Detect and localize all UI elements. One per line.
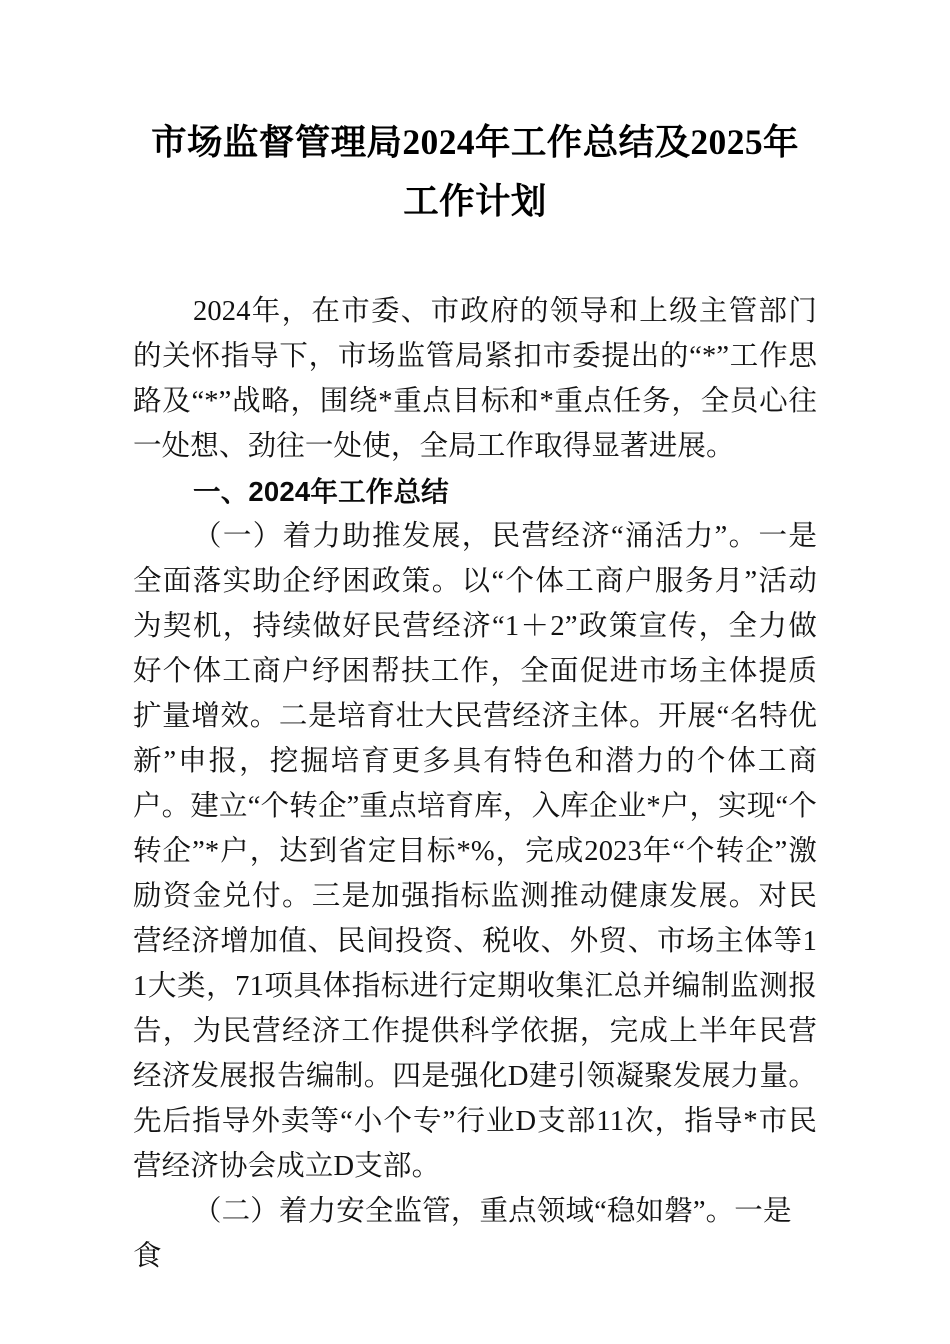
subsection-two-paragraph-partial: （二）着力安全监管，重点领域“稳如磐”。一是食 (133, 1196, 792, 1272)
document-title (133, 0, 817, 231)
subsection-one-paragraph: （一）着力助推发展，民营经济“涌活力”。一是全面落实助企纾困政策。以“个体工商户服务月”活动为契机，持续做好民营经济“1＋2”政策宣传，全力做好个体工商户纾困帮扶工作，全面促进市场主体提质扩量增效。二是培育壮大民营经济主体。开展“名特优新”申报，挖掘培育更多具有特色和潜力的个体工商户。建立“个转企”重点培育库，入库企业*户，实现“个转企”*户，达到省定目标*%，完成2023年“个转企”激励资金兑付。三是加强指标监测推动健康发展。对民营经济增加值、民间投资、税收、外贸、市场主体等11大类，71项具体指标进行定期收集汇总并编制监测报告，为民营经济工作提供科学依据，完成上半年民营经济发展报告编制。四是强化D建引领凝聚发展力量。先后指导外卖等“小个专”行业D支部11次，指导*市民营经济协会成立D支部。 (133, 521, 817, 1182)
document-title-line-1: 市场监督管理局2024年工作总结及2025年 (151, 122, 799, 162)
document-title-line-2: 工作计划 (403, 181, 547, 221)
page-content (133, 0, 817, 1279)
intro-paragraph: 2024年，在市委、市政府的领导和上级主管部门的关怀指导下，市场监管局紧扣市委提出的“*”工作思路及“*”战略，围绕*重点目标和*重点任务，全员心往一处想、劲往一处使，全局工作取得显著进展。 (133, 296, 817, 462)
section-heading-one: 一、2024年工作总结 (193, 476, 449, 507)
document-body (133, 289, 817, 1279)
